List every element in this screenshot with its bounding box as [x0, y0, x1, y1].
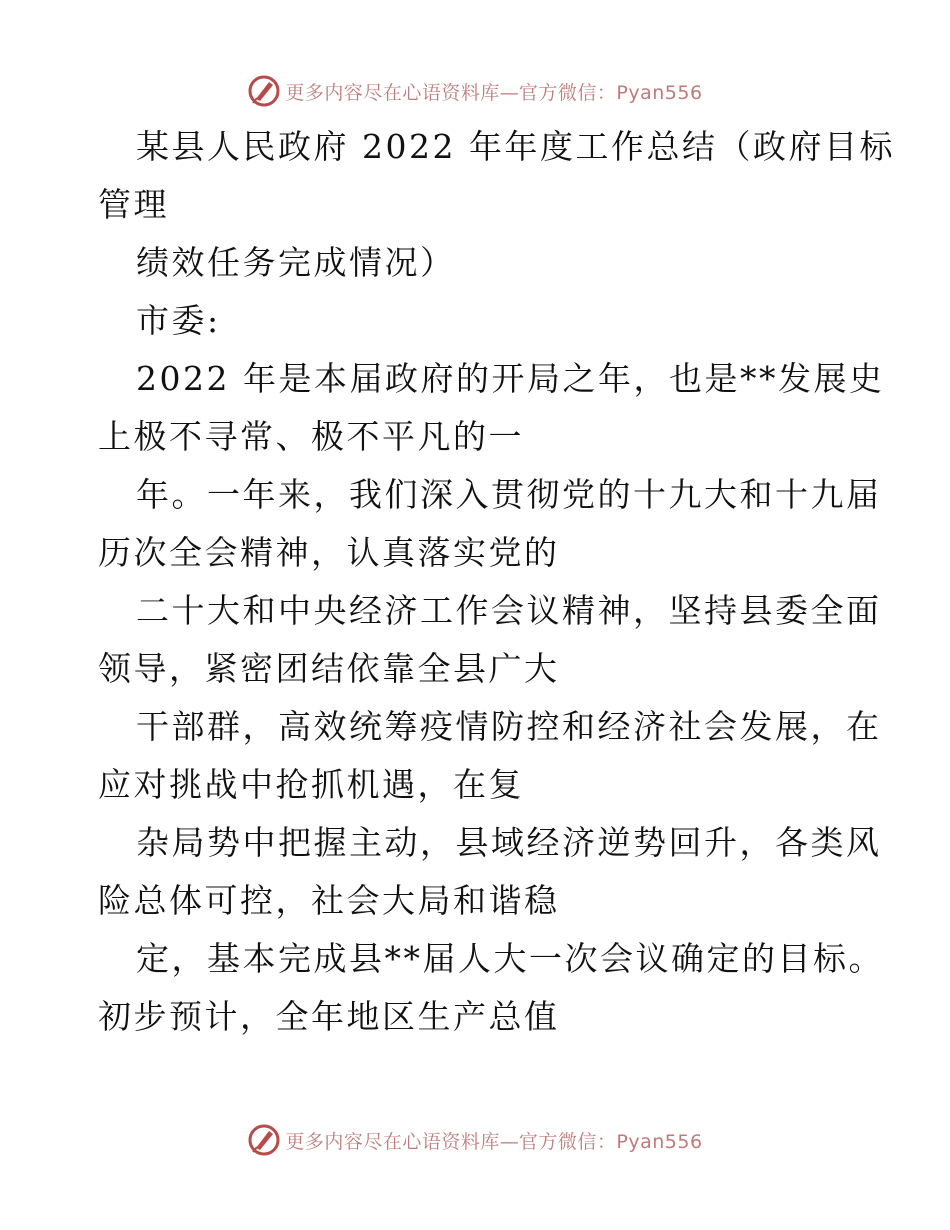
watermark-main: 更多内容尽在心语资料库 — [285, 81, 500, 104]
header-watermark — [0, 71, 950, 111]
quill-logo-icon — [247, 1123, 281, 1157]
text-line: 绩效任务完成情况） — [136, 243, 456, 282]
footer-watermark — [0, 1120, 950, 1160]
watermark-main: 更多内容尽在心语资料库 — [285, 1130, 500, 1153]
document-body — [98, 118, 895, 1046]
text-line: 管理 — [98, 185, 169, 224]
text-line: 上极不寻常、极不平凡的一 — [98, 417, 524, 456]
text-line: 2022 年是本届政府的开局之年，也是**发展史 — [136, 359, 885, 398]
text-line: 初步预计，全年地区生产总值 — [98, 997, 560, 1036]
watermark-contact: 官方微信：Pyan556 — [518, 81, 703, 104]
text-line: 干部群，高效统筹疫情防控和经济社会发展，在 — [136, 707, 882, 746]
text-line: 历次全会精神，认真落实党的 — [98, 533, 560, 572]
text-line: 杂局势中把握主动，县域经济逆势回升，各类风 — [136, 823, 882, 862]
text-line: 某县人民政府 2022 年年度工作总结（政府目标 — [136, 127, 895, 166]
text-line: 二十大和中央经济工作会议精神，坚持县委全面 — [136, 591, 882, 630]
watermark-contact: 官方微信：Pyan556 — [518, 1130, 703, 1153]
text-line: 险总体可控，社会大局和谐稳 — [98, 881, 560, 920]
text-line: 应对挑战中抢抓机遇，在复 — [98, 765, 524, 804]
text-line: 年。一年来，我们深入贯彻党的十九大和十九届 — [136, 475, 882, 514]
watermark-text — [285, 1127, 702, 1154]
text-line: 市委: — [136, 301, 221, 340]
watermark-separator: — — [499, 81, 519, 104]
watermark-text — [285, 78, 702, 105]
text-line: 定，基本完成县**届人大一次会议确定的目标。 — [136, 939, 884, 978]
quill-logo-icon — [247, 74, 281, 108]
text-line: 领导，紧密团结依靠全县广大 — [98, 649, 560, 688]
watermark-separator: — — [499, 1130, 519, 1153]
